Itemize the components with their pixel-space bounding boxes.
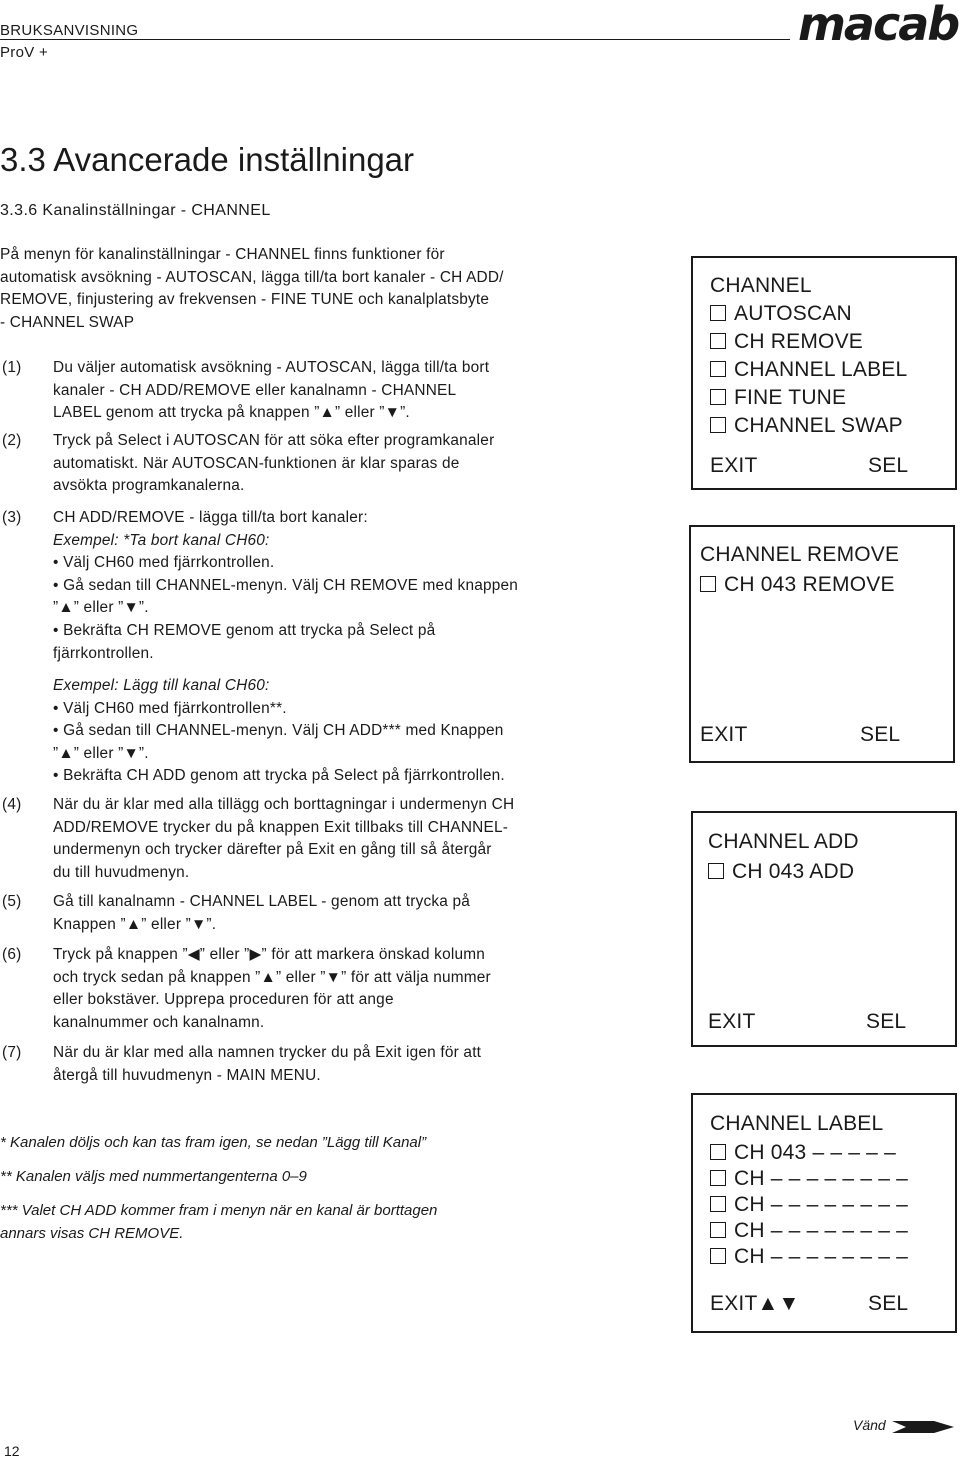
step-number: (3) [2, 509, 22, 526]
bullet-line: ”▲” eller ”▼”. [53, 744, 149, 762]
label-row: CH – – – – – – – – [710, 1218, 908, 1244]
footnote: * Kanalen döljs och kan tas fram igen, se nedan ”Lägg till Kanal” [0, 1134, 427, 1151]
intro-line: REMOVE, finjustering av frekvensen - FINE TUNE och kanalplatsbyte [0, 291, 490, 309]
footnote: annars visas CH REMOVE. [0, 1225, 184, 1242]
intro-line: På menyn för kanalinställningar - CHANNEL finns funktioner för [0, 246, 445, 263]
checkbox-icon [708, 863, 724, 879]
menu-item-ch-043-add: CH 043 ADD [708, 859, 854, 885]
menu-item-channel-swap: CHANNEL SWAP [710, 413, 903, 439]
menu-item-ch-043-remove: CH 043 REMOVE [700, 572, 895, 598]
step-number: (2) [2, 432, 22, 449]
step-line: Knappen ”▲” eller ”▼”. [53, 915, 217, 933]
footnote: *** Valet CH ADD kommer fram i menyn när en kanal är borttagen [0, 1202, 438, 1219]
step-line: eller bokstäver. Upprepa proceduren för att ange [53, 991, 394, 1009]
step-line: återgå till huvudmenyn - MAIN MENU. [53, 1066, 321, 1084]
bullet-line: fjärrkontrollen. [53, 644, 154, 662]
step-number: (7) [2, 1044, 22, 1061]
step-line: automatiskt. När AUTOSCAN-funktionen är klar sparas de [53, 454, 460, 472]
step-line: Tryck på knappen ”◀” eller ”▶” för att markera önskad kolumn [53, 946, 485, 963]
menu-item-autoscan: AUTOSCAN [710, 301, 852, 327]
header-model: ProV + [0, 44, 49, 61]
step-number: (1) [2, 359, 22, 376]
channel-label-box [691, 1093, 957, 1333]
checkbox-icon [710, 361, 726, 377]
step-number: (4) [2, 796, 22, 813]
example-heading: Exempel: Lägg till kanal CH60: [53, 677, 270, 694]
menu-exit: EXIT [710, 454, 758, 477]
bullet-line: • Bekräfta CH REMOVE genom att trycka på Select på [53, 621, 436, 639]
step-line: När du är klar med alla namnen trycker du på Exit igen för att [53, 1044, 482, 1061]
menu-exit: EXIT▲▼ [710, 1292, 800, 1315]
checkbox-icon [710, 1170, 726, 1186]
label-row: CH 043 – – – – – [710, 1140, 896, 1166]
channel-add-box [691, 811, 957, 1047]
step-line: ADD/REMOVE trycker du på knappen Exit tillbaks till CHANNEL- [53, 818, 509, 836]
bullet-line: • Bekräfta CH ADD genom att trycka på Select på fjärrkontrollen. [53, 767, 505, 785]
step-line: När du är klar med alla tillägg och borttagningar i undermenyn CH [53, 796, 515, 813]
checkbox-icon [710, 417, 726, 433]
menu-sel: SEL [868, 1292, 909, 1315]
menu-title: CHANNEL LABEL [710, 1112, 884, 1135]
step-line: undermenyn och trycker därefter på Exit en gång till så återgår [53, 841, 492, 859]
checkbox-icon [710, 1144, 726, 1160]
step-line: CH ADD/REMOVE - lägga till/ta bort kanaler: [53, 509, 368, 526]
step-line: och tryck sedan på knappen ”▲” eller ”▼” för att välja nummer [53, 968, 491, 986]
menu-sel: SEL [868, 454, 909, 477]
step-line: kanalnummer och kanalnamn. [53, 1013, 265, 1031]
menu-sel: SEL [860, 723, 901, 746]
bullet-line: • Gå sedan till CHANNEL-menyn. Välj CH ADD*** med Knappen [53, 722, 504, 740]
page-number: 12 [4, 1443, 20, 1459]
menu-item-channel-label: CHANNEL LABEL [710, 357, 907, 383]
macab-logo: macab [798, 0, 959, 51]
step-line: Du väljer automatisk avsökning - AUTOSCAN, lägga till/ta bort [53, 359, 490, 376]
label-row: CH – – – – – – – – [710, 1192, 908, 1218]
intro-paragraph [0, 244, 600, 334]
section-title: 3.3 Avancerade inställningar [0, 141, 415, 178]
checkbox-icon [710, 389, 726, 405]
menu-title: CHANNEL [710, 274, 812, 297]
example-heading: Exempel: *Ta bort kanal CH60: [53, 531, 270, 549]
footnote: ** Kanalen väljs med nummertangenterna 0–9 [0, 1168, 307, 1185]
checkbox-icon [710, 1196, 726, 1212]
header-title: BRUKSANVISNING [0, 22, 139, 39]
menu-item-fine-tune: FINE TUNE [710, 385, 846, 411]
menu-exit: EXIT [708, 1010, 756, 1033]
step-line: avsökta programkanalerna. [53, 477, 245, 495]
turn-page-label: Vänd [853, 1417, 886, 1433]
intro-line: - CHANNEL SWAP [0, 313, 135, 331]
menu-title: CHANNEL ADD [708, 830, 859, 853]
bullet-line: • Välj CH60 med fjärrkontrollen**. [53, 699, 287, 717]
checkbox-icon [710, 305, 726, 321]
checkbox-icon [710, 1222, 726, 1238]
bullet-line: • Gå sedan till CHANNEL-menyn. Välj CH REMOVE med knappen [53, 576, 519, 594]
menu-exit: EXIT [700, 723, 748, 746]
step-line: Gå till kanalnamn - CHANNEL LABEL - genom att trycka på [53, 893, 471, 910]
channel-remove-box [689, 525, 955, 763]
step-number: (5) [2, 893, 22, 910]
intro-line: automatisk avsökning - AUTOSCAN, lägga till/ta bort kanaler - CH ADD/ [0, 268, 504, 286]
step-line: LABEL genom att trycka på knappen ”▲” eller ”▼”. [53, 404, 410, 422]
subsection-title: 3.3.6 Kanalinställningar - CHANNEL [0, 202, 271, 219]
bullet-line: • Välj CH60 med fjärrkontrollen. [53, 554, 275, 572]
step-line: kanaler - CH ADD/REMOVE eller kanalnamn - CHANNEL [53, 381, 457, 399]
bullet-line: ”▲” eller ”▼”. [53, 599, 149, 617]
label-row: CH – – – – – – – – [710, 1166, 908, 1192]
menu-item-ch-remove: CH REMOVE [710, 329, 863, 355]
checkbox-icon [710, 1248, 726, 1264]
step-line: du till huvudmenyn. [53, 863, 190, 881]
checkbox-icon [700, 576, 716, 592]
header-rule [0, 39, 790, 40]
step-number: (6) [2, 946, 22, 963]
turn-page-arrow-icon [892, 1419, 954, 1435]
up-down-arrows-icon: ▲▼ [757, 1292, 800, 1315]
step-line: Tryck på Select i AUTOSCAN för att söka efter programkanaler [53, 432, 495, 449]
menu-title: CHANNEL REMOVE [700, 543, 900, 566]
menu-sel: SEL [866, 1010, 907, 1033]
label-row: CH – – – – – – – – [710, 1244, 908, 1270]
channel-menu-box [691, 256, 957, 490]
checkbox-icon [710, 333, 726, 349]
